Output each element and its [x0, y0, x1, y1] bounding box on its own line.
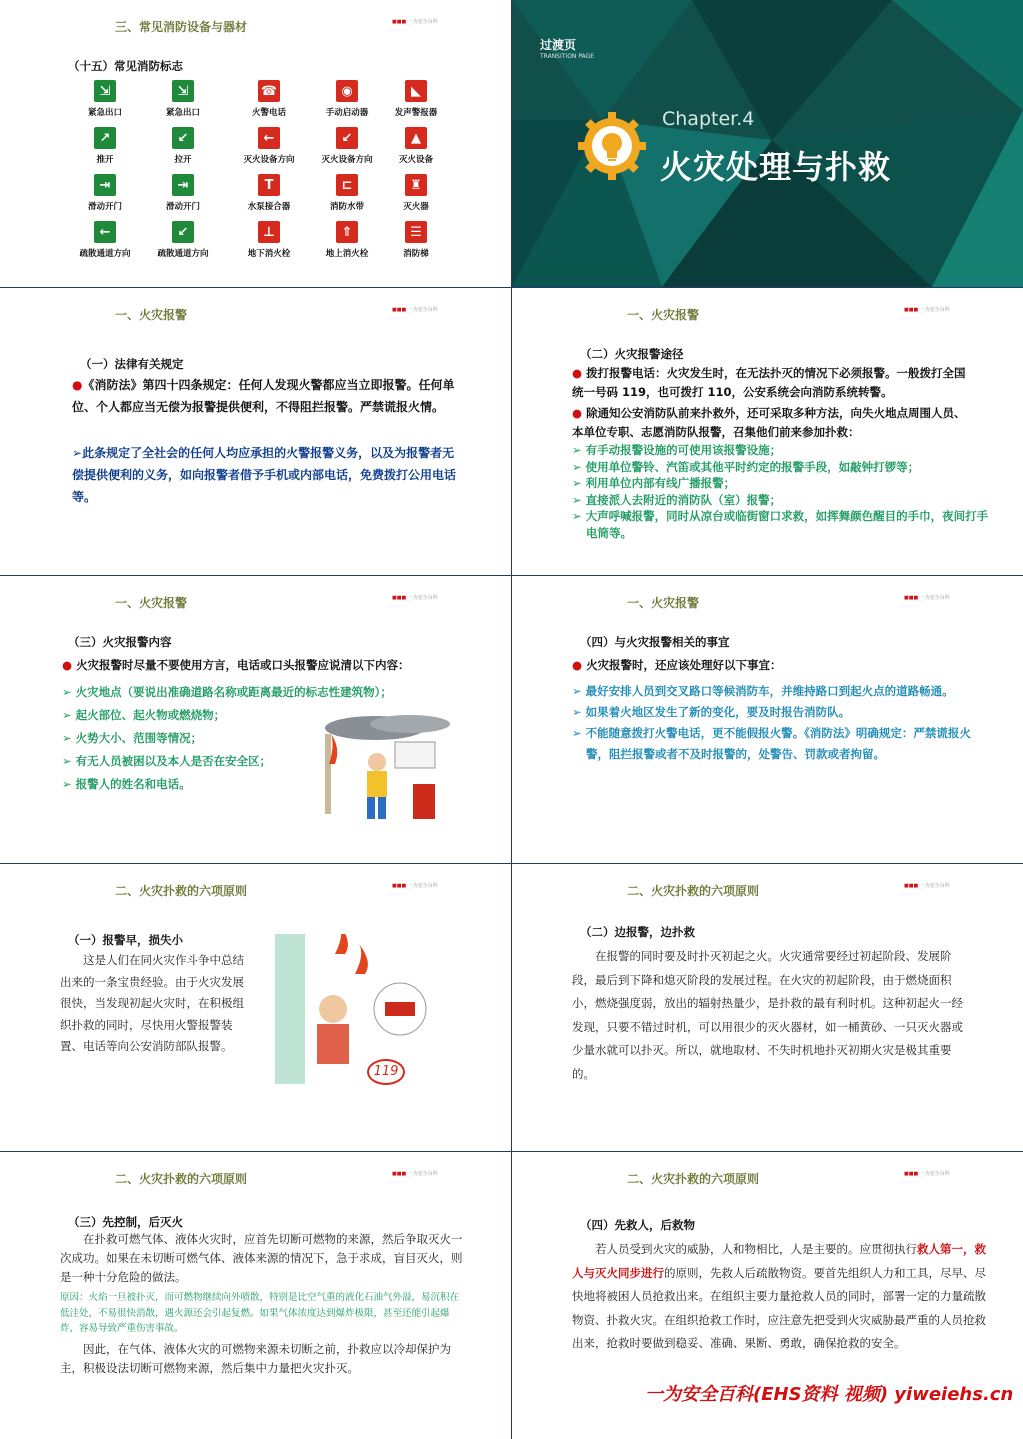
transition-label: 过渡页: [540, 38, 577, 52]
slide-report-channels: [512, 288, 1023, 575]
bullet-content: ● 火灾报警时尽量不要使用方言，电话或口头报警应说清以下内容：: [62, 658, 410, 672]
divider-h2: [0, 575, 1023, 576]
sign-label: 地下消火栓: [247, 249, 291, 259]
list-item: ➢ 直接派人去附近的消防队（室）报警；: [572, 492, 782, 507]
matters-list: [572, 681, 992, 765]
control-note: 原因：火焰一旦被扑灭，而可燃物继续向外喷散，特别是比空气重的液化石油气外溢，易沉积在低洼处，不易很快消散，遇火源还会引起复燃。如果气体浓度达到爆炸极限，甚至还能引起爆炸，容易导致严重伤害事故。: [60, 1292, 460, 1334]
fire-sign: [70, 80, 140, 118]
section-title: 二、火灾扑救的六项原则: [627, 1172, 760, 1186]
fire-sign: [70, 174, 140, 212]
section-title: 二、火灾扑救的六项原则: [627, 884, 760, 898]
fire-sign: [148, 174, 218, 212]
fire-sign: [148, 80, 218, 118]
phone-call-illustration: [275, 934, 445, 1094]
fire-sign: [381, 221, 451, 259]
fire-hose-icon: ⊏: [336, 174, 358, 196]
slide-control-first: [0, 1152, 511, 1439]
list-item: ➢ 如果着火地区发生了新的变化，要及时报告消防队。: [572, 705, 851, 719]
subtitle: （一）报警早，损失小: [68, 933, 183, 947]
section-title: 一、火灾报警: [115, 596, 188, 610]
logo: ■■■ 一为安全百科: [904, 307, 950, 313]
subtitle: （十五）常见消防标志: [68, 59, 183, 73]
sign-label: 灭火设备: [398, 155, 433, 165]
law-paragraph: ●《消防法》第四十四条规定：任何人发现火警都应当立即报警。任何单位、个人都应当无偿为报警提供便利，不得阻拦报警。严禁谎报火情。: [72, 378, 455, 414]
list-item: ➢ 最好安排人员到交叉路口等候消防车，并维持路口到起火点的道路畅通。: [572, 684, 954, 698]
fire-sign: [234, 221, 304, 259]
slide-report-and-fight: [512, 864, 1023, 1151]
logo: ■■■ 一为安全百科: [392, 19, 438, 25]
list-item: ➢ 使用单位警铃、汽笛或其他平时约定的报警手段，如敲钟打锣等；: [572, 459, 920, 474]
fire-sign: [381, 174, 451, 212]
logo: ■■■ 一为安全百科: [904, 883, 950, 889]
subtitle: （四）先救人，后救物: [580, 1218, 695, 1232]
fire-sign: [148, 221, 218, 259]
sign-label: 消防梯: [403, 249, 429, 259]
section-title: 二、火灾扑救的六项原则: [115, 1172, 248, 1186]
chapter-title: 火灾处理与扑救: [660, 148, 892, 186]
list-item: ➢ 火灾地点（要说出准确道路名称或距离最近的标志性建筑物）；: [62, 685, 392, 699]
running-exit-icon: ⇲: [172, 80, 194, 102]
badge-119: 119: [367, 1059, 405, 1085]
fire-sign: [234, 80, 304, 118]
running-exit-icon: ⇲: [94, 80, 116, 102]
control-text-2: 因此，在气体、液体火灾的可燃物来源未切断之前，扑救应以冷却保护为主，积极设法切断可燃物来源，然后集中力量把火灾扑灭。: [60, 1342, 451, 1375]
fire-sign: [312, 221, 382, 259]
slide-door-icon: ⇥: [94, 174, 116, 196]
slide-fire-signs: [0, 0, 511, 287]
manual-start-icon: ◉: [336, 80, 358, 102]
arrow-left-icon: ←: [94, 221, 116, 243]
fire-sign: [70, 127, 140, 165]
ladder-icon: ☰: [405, 221, 427, 243]
logo: ■■■ 一为安全百科: [392, 595, 438, 601]
divider-h4: [0, 1151, 1023, 1152]
arrow-left-icon: ←: [258, 127, 280, 149]
fire-sign: [312, 80, 382, 118]
subtitle: （一）法律有关规定: [80, 357, 184, 371]
list-item: ➢ 利用单位内部有线广播报警；: [572, 476, 736, 490]
fire-sign: [148, 127, 218, 165]
report-fight-text: 在报警的同时要及时扑灭初起之火。火灾通常要经过初起阶段、发展阶段，最后到下降和熄灭阶段的发展过程。在火灾的初起阶段，由于燃烧面积小，燃烧强度弱，放出的辐射热量少，是扑救的最有利时机。这种初起火一经发现，只要不错过时机，可以用很少的灭火器材，如一桶黄砂、一只灭火器或少量水就可以扑灭。所以，就地取材、不失时机地扑灭初期火灾是极其重要的。: [572, 949, 963, 1081]
section-title: 一、火灾报警: [627, 596, 700, 610]
divider-h3: [0, 863, 1023, 864]
early-alarm-text: 这是人们在同火灾作斗争中总结出来的一条宝贵经验。由于火灾发展很快，当发现初起火灾时，在积极组织扑救的同时，尽快用火警报警装置、电话等向公安消防部队报警。: [60, 953, 244, 1053]
logo: ■■■ 一为安全百科: [392, 1171, 438, 1177]
control-text-1: 在扑救可燃气体、液体火灾时，应首先切断可燃物的来源，然后争取灭火一次成功。如果在未切断可燃气体、液体来源的情况下，急于求成，盲目灭火，则是一种十分危险的做法。: [60, 1232, 463, 1284]
subtitle: （三）火灾报警内容: [68, 635, 172, 649]
divider-vertical: [511, 0, 512, 1439]
sign-label: 拉开: [174, 155, 192, 165]
subtitle: （四）与火灾报警相关的事宜: [580, 635, 730, 649]
arrow-diagonal-icon: ↙: [336, 127, 358, 149]
law-explanation: ➢此条规定了全社会的任何人均应承担的火警报警义务，以及为报警者无偿提供便利的义务，如向报警者借予手机或内部电话，免费拨打公用电话等。: [72, 446, 457, 504]
sign-label: 水泵接合器: [247, 202, 291, 212]
hydrant-icon: ⇑: [336, 221, 358, 243]
method-list: [572, 442, 992, 541]
subtitle: （三）先控制，后灭火: [68, 1215, 183, 1229]
list-item: ➢ 报警人的姓名和电话。: [62, 777, 191, 791]
logo: ■■■ 一为安全百科: [904, 1171, 950, 1177]
divider-h1: [0, 287, 1023, 288]
fire-sign: [381, 127, 451, 165]
section-title: 一、火灾报警: [627, 308, 700, 322]
alarm-bell-icon: ◣: [405, 80, 427, 102]
logo: ■■■ 一为安全百科: [392, 883, 438, 889]
sign-label: 紧急出口: [87, 108, 122, 118]
equipment-icon: ▲: [405, 127, 427, 149]
transition-label-en: TRANSITION PAGE: [540, 53, 594, 60]
extinguisher-icon: ♜: [405, 174, 427, 196]
underground-hydrant-icon: ⊥: [258, 221, 280, 243]
sign-label: 滑动开门: [165, 202, 200, 212]
fire-sign: [381, 80, 451, 118]
list-item: ➢ 大声呼喊报警，同时从凉台或临街窗口求救，如挥舞颜色醒目的手巾，夜间打手电筒等。: [572, 509, 989, 540]
chapter-label: Chapter.4: [662, 108, 755, 130]
fire-sign: [234, 174, 304, 212]
slide-legal: [0, 288, 511, 575]
slide-door-icon: ⇥: [172, 174, 194, 196]
sign-label: 手动启动器: [325, 108, 369, 118]
pull-icon: ↙: [172, 127, 194, 149]
section-title: 三、常见消防设备与器材: [115, 20, 248, 34]
bullet-matters: ● 火灾报警时，还应该处理好以下事宜：: [572, 658, 782, 672]
bullet-other-methods: ● 除通知公安消防队前来扑救外，还可采取多种方法，向失火地点周围人员、本单位专职、志愿消防队报警，召集他们前来参加扑救：: [572, 406, 966, 439]
watermark: 一为安全百科(EHS资料 视频) yiweiehs.cn: [645, 1384, 1014, 1405]
section-title: 一、火灾报警: [115, 308, 188, 322]
sign-label: 灭火器: [403, 202, 429, 212]
slide-early-alarm: [0, 864, 511, 1151]
logo: ■■■ 一为安全百科: [904, 595, 950, 601]
phone-119-icon: ☎: [258, 80, 280, 102]
slide-transition: [512, 0, 1023, 287]
fire-sign: [70, 221, 140, 259]
sign-label: 紧急出口: [165, 108, 200, 118]
list-item: ➢ 有手动报警设施的可使用该报警设施；: [572, 443, 782, 457]
list-item: ➢ 起火部位、起火物或燃烧物；: [62, 708, 226, 722]
arrow-diagonal-icon: ↙: [172, 221, 194, 243]
list-item: ➢ 不能随意拨打火警电话，更不能假报火警。《消防法》明确规定：严禁谎报火警，阻拦报警或者不及时报警的，处警告、罚款或者拘留。: [572, 726, 971, 761]
sign-label: 发声警报器: [394, 108, 438, 118]
logo: ■■■ 一为安全百科: [392, 307, 438, 313]
sign-label: 火警电话: [251, 108, 286, 118]
sign-label: 灭火设备方向: [243, 155, 295, 165]
lightbulb-gear-icon: [576, 110, 648, 182]
fire-sign: [312, 174, 382, 212]
list-item: ➢ 火势大小、范围等情况；: [62, 731, 203, 745]
people-first-text: 若人员受到火灾的威胁，人和物相比，人是主要的。应贯彻执行救人第一，救人与灭火同步进行的原则，先救人后疏散物资。要首先组织人力和工具，尽早、尽快地将被困人员抢救出来。在组织主要力量抢救人员的同时，部署一定的力量疏散物资、扑救火灾。在组织抢救工作时，应注意先把受到火灾威胁最严重的人员抢救出来，抢救时要做到稳妥、准确、果断、勇敢，确保抢救的安全。: [572, 1242, 986, 1350]
sign-label: 滑动开门: [87, 202, 122, 212]
subtitle: （二）边报警，边扑救: [580, 925, 695, 939]
slide-related-matters: [512, 576, 1023, 863]
sign-label: 疏散通道方向: [79, 249, 131, 259]
fire-call-illustration: [315, 714, 465, 829]
push-icon: ↗: [94, 127, 116, 149]
sign-label: 灭火设备方向: [321, 155, 373, 165]
sign-label: 疏散通道方向: [157, 249, 209, 259]
slide-report-content: [0, 576, 511, 863]
sign-label: 地上消火栓: [325, 249, 369, 259]
fire-sign: [234, 127, 304, 165]
fire-sign: [312, 127, 382, 165]
bullet-call: ● 拨打报警电话：火灾发生时，在无法扑灭的情况下必须报警。一般拨打全国统一号码 119，也可拨打 110，公安系统会向消防系统转警。: [572, 366, 966, 399]
sign-label: 推开: [96, 155, 114, 165]
list-item: ➢ 有无人员被困以及本人是否在安全区；: [62, 754, 272, 768]
section-title: 二、火灾扑救的六项原则: [115, 884, 248, 898]
subtitle: （二）火灾报警途径: [580, 347, 684, 361]
sign-label: 消防水带: [329, 202, 364, 212]
pump-connector-icon: T: [258, 174, 280, 196]
